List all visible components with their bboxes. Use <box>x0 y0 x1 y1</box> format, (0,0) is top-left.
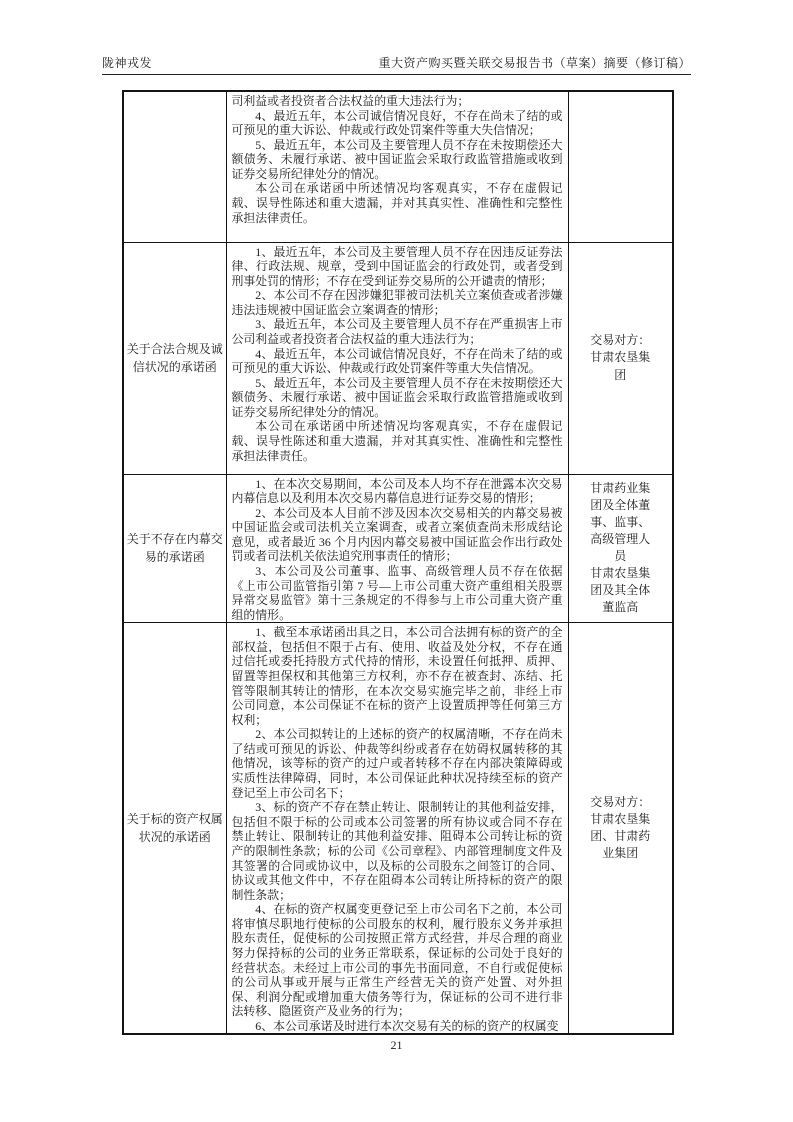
content-paragraph: 1、截至本承诺函出具之日，本公司合法拥有标的资产的全部权益，包括但不限于占有、使用、收益及处分权，不存在通过信托或委托持股方式代持的情形，未设置任何抵押、质押、留置等担保权和其他第三方权利，亦不存在被查封、冻结、托管等限制其转让的情形，在本次交易实施完毕之前，非经上市公司同意，本公司保证不在标的资产上设置质押等任何第三方权利； <box>231 625 563 727</box>
content-paragraph: 3、最近五年，本公司及主要管理人员不存在严重损害上市公司利益或者投资者合法权益的重大违法行为； <box>231 317 563 346</box>
commitment-type-cell <box>123 91 226 242</box>
commitment-type-cell: 关于合法合规及诚信状况的承诺函 <box>123 242 226 474</box>
content-paragraph: 5、最近五年，本公司及主要管理人员不存在未按期偿还大额债务、未履行承诺、被中国证监会采取行政监管措施或收到证券交易所纪律处分的情况。 <box>231 137 563 181</box>
table-row <box>123 474 673 623</box>
counterparty-cell <box>568 242 673 474</box>
counterparty-cell <box>568 623 673 1035</box>
commitment-content-cell <box>226 623 568 1035</box>
counterparty-line: 交易对方：甘肃农垦集团、甘肃药业集团 <box>590 795 651 861</box>
page-header <box>102 54 691 75</box>
commitment-content-cell <box>226 242 568 474</box>
content-paragraph: 本公司在承诺函中所述情况均客观真实，不存在虚假记载、误导性陈述和重大遗漏，并对其真实性、准确性和完整性承担法律责任。 <box>231 181 563 225</box>
company-short-name: 陇神戎发 <box>102 56 153 70</box>
content-paragraph: 1、最近五年，本公司及主要管理人员不存在因违反证券法律、行政法规、规章，受到中国证监会的行政处罚，或者受到刑事处罚的情形；不存在受到证券交易所的公开谴责的情形； <box>231 244 563 288</box>
page-number: 21 <box>390 1038 403 1052</box>
commitment-content-cell <box>226 474 568 623</box>
content-paragraph: 5、最近五年，本公司及主要管理人员不存在未按期偿还大额债务、未履行承诺、被中国证监会采取行政监管措施或收到证券交易所纪律处分的情况。 <box>231 375 563 419</box>
commitments-table <box>122 90 674 1035</box>
table-row <box>123 623 673 1035</box>
content-paragraph: 3、本公司及公司董事、监事、高级管理人员不存在依据《上市公司监管指引第 7 号—上市公司重大资产重组相关股票异常交易监管》第十三条规定的不得参与上市公司重大资产重组的情形。 <box>231 563 563 622</box>
commitment-content-cell <box>226 91 568 242</box>
content-paragraph: 本公司在承诺函中所述情况均客观真实，不存在虚假记载、误导性陈述和重大遗漏，并对其真实性、准确性和完整性承担法律责任。 <box>231 419 563 463</box>
document-title: 重大资产购买暨关联交易报告书（草案）摘要（修订稿） <box>378 56 691 70</box>
counterparty-line: 甘肃药业集团及全体董事、监事、高级管理人员 <box>590 481 651 564</box>
content-paragraph: 2、本公司及本人目前不涉及因本次交易相关的内幕交易被中国证监会或司法机关立案调查，或者立案侦查尚未形成结论意见，或者最近 36 个月内因内幕交易被中国证监会作出行政处罚或者司法机关依法追究刑事责任的情形； <box>231 505 563 564</box>
content-paragraph: 6、本公司承诺及时进行本次交易有关的标的资产的权属变 <box>255 1018 559 1033</box>
content-paragraph: 2、本公司不存在因涉嫌犯罪被司法机关立案侦查或者涉嫌违法违规被中国证监会立案调查的情形； <box>231 288 563 317</box>
content-paragraph: 4、最近五年，本公司诚信情况良好，不存在尚未了结的或可预见的重大诉讼、仲裁或行政处罚案件等重大失信情况； <box>231 108 563 138</box>
counterparty-cell <box>568 91 673 242</box>
content-paragraph: 司利益或者投资者合法权益的重大违法行为； <box>231 94 470 108</box>
content-paragraph: 1、在本次交易期间，本公司及本人均不存在泄露本次交易内幕信息以及利用本次交易内幕信息进行证券交易的情形； <box>231 476 563 506</box>
content-paragraph: 3、标的资产不存在禁止转让、限制转让的其他利益安排，包括但不限于标的公司或本公司签署的所有协议或合同不存在禁止转让、限制转让的其他利益安排、阻碍本公司转让标的资产的限制性条款；标的公司《公司章程》、内部管理制度文件及其签署的合同或协议中，以及标的公司股东之间签订的合同、协议或其他文件中，不存在阻碍本公司转让所持标的资产的限制性条款； <box>231 800 563 902</box>
counterparty-cell <box>568 474 673 623</box>
table-row <box>123 91 673 242</box>
content-paragraph: 4、最近五年，本公司诚信情况良好，不存在尚未了结的或可预见的重大诉讼、仲裁或行政处罚案件等重大失信情况。 <box>231 346 563 376</box>
commitment-type-cell: 关于标的资产权属状况的承诺函 <box>123 623 226 1035</box>
counterparty-line: 交易对方：甘肃农垦集团 <box>590 333 651 382</box>
content-paragraph: 4、在标的资产权属变更登记至上市公司名下之前，本公司将审慎尽职地行使标的公司股东的权利，履行股东义务并承担股东责任，促使标的公司按照正常方式经营，并尽合理的商业努力保持标的公司的业务正常联系，保证标的公司处于良好的经营状态。未经过上市公司的事先书面同意，不自行或促使标的公司从事或开展与正常生产经营无关的资产处置、对外担保、利润分配或增加重大债务等行为，保证标的公司不进行非法转移、隐匿资产及业务的行为； <box>231 902 563 1019</box>
content-paragraph: 2、本公司拟转让的上述标的资产的权属清晰，不存在尚未了结或可预见的诉讼、仲裁等纠纷或者存在妨碍权属转移的其他情况，该等标的资产的过户或者转移不存在内部决策障碍或实质性法律障碍，同时，本公司保证此种状况持续至标的资产登记至上市公司名下； <box>231 727 563 800</box>
counterparty-line: 甘肃农垦集团及其全体董监高 <box>590 566 651 615</box>
commitment-type-cell: 关于不存在内幕交易的承诺函 <box>123 474 226 623</box>
table-row <box>123 242 673 474</box>
